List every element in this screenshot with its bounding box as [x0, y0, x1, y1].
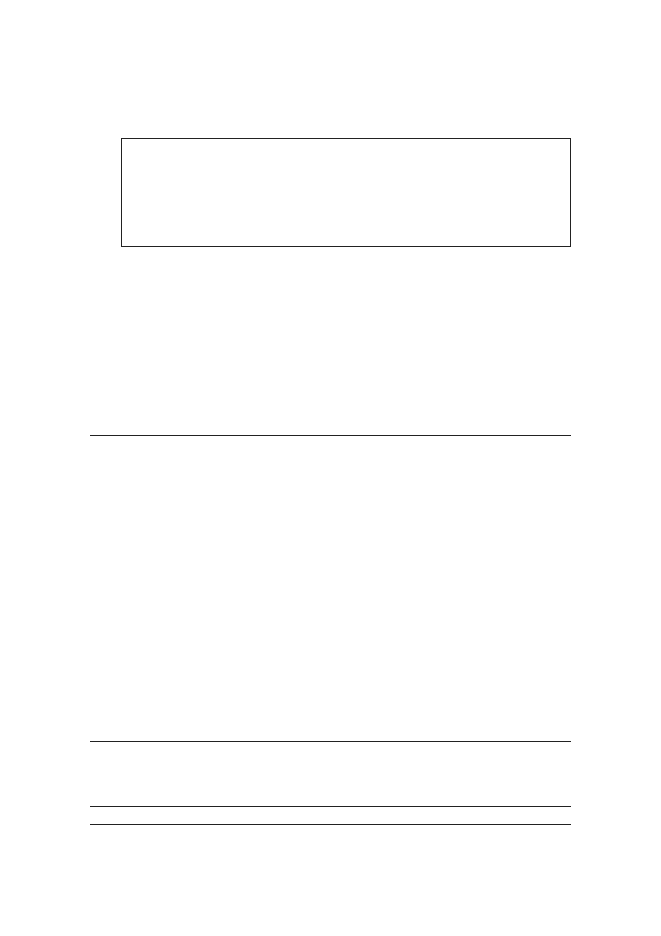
code-box-master-styles: [121, 138, 571, 247]
bottom-listing-rule-2: [90, 824, 571, 825]
listing-top-rule: [90, 435, 571, 436]
listing-bottom-rule: [90, 741, 571, 742]
bottom-listing-rule: [90, 806, 571, 807]
section-paragraph: [121, 289, 571, 311]
